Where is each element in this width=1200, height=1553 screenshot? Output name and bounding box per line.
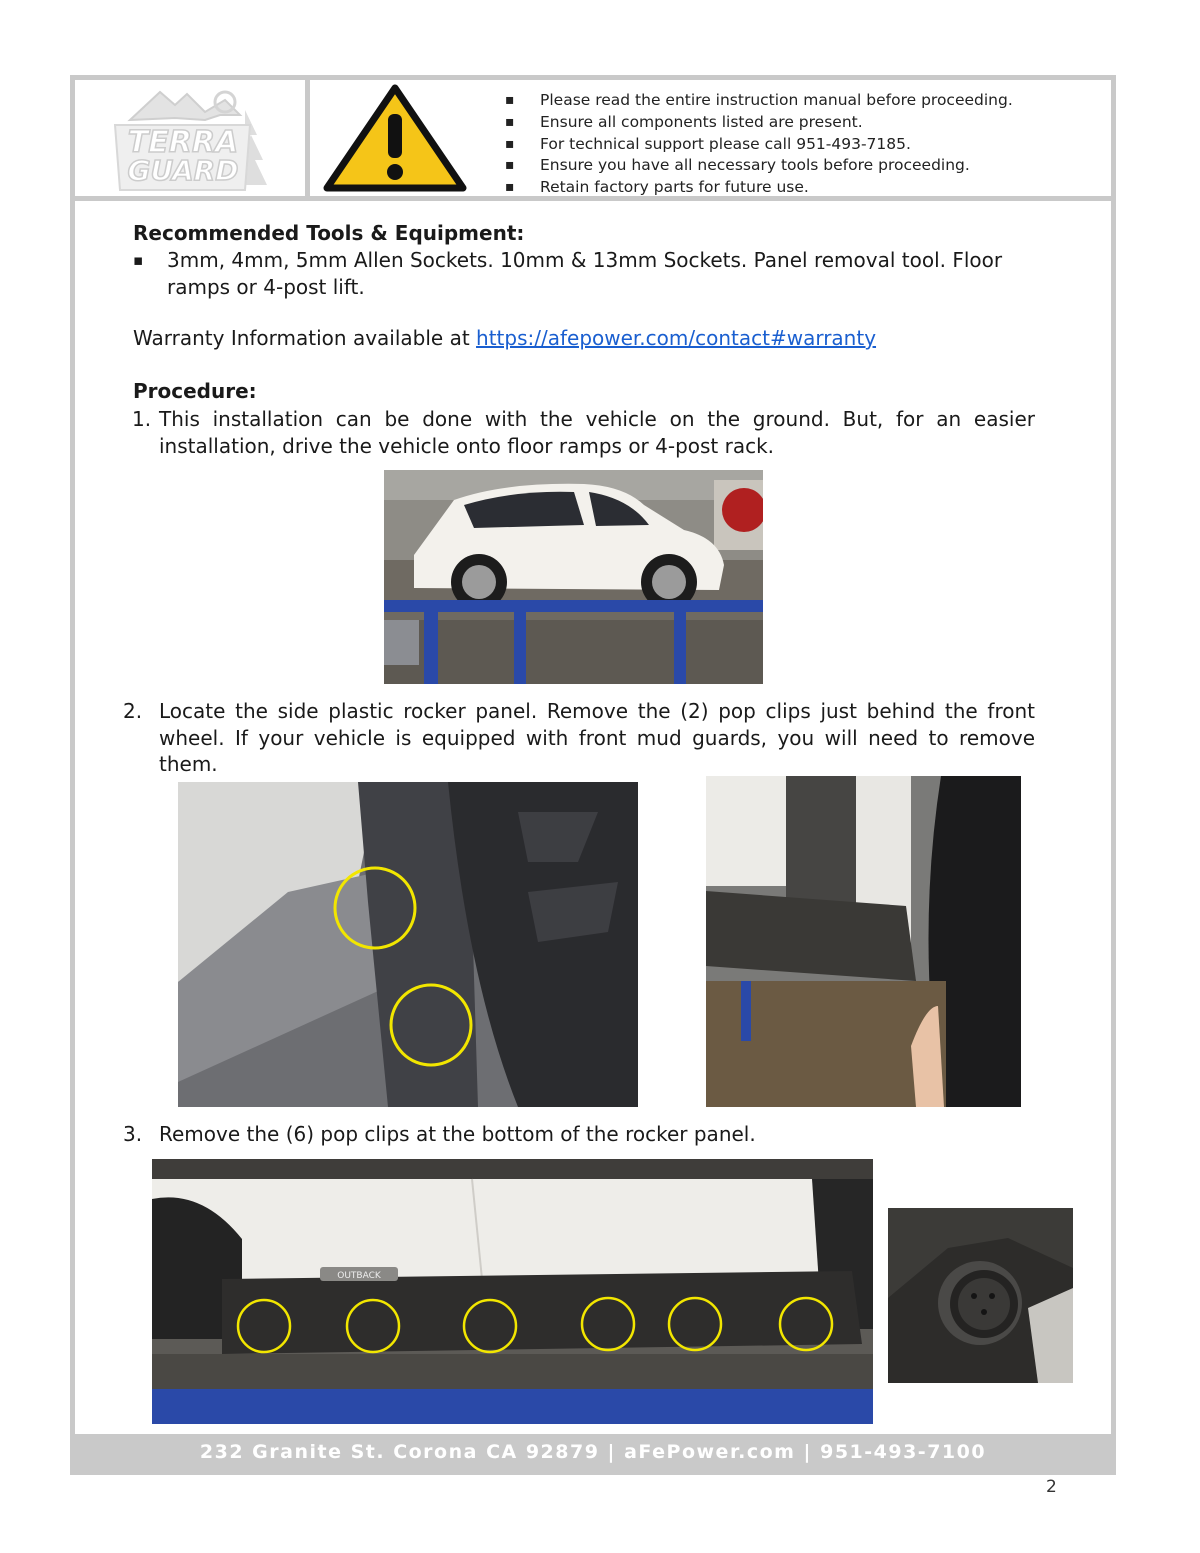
notice-item: ▪ Please read the entire instruction manual before proceeding. [505, 90, 1105, 112]
step-text: This installation can be done with the vehicle on the ground. But, for an easier installation, drive the vehicle onto floor ramps or 4-post rack. [159, 407, 1035, 458]
notice-item: ▪ Ensure you have all necessary tools before proceeding. [505, 155, 1105, 177]
photo-pop-clip-closeup [888, 1208, 1073, 1383]
notice-list [505, 90, 1105, 199]
warning-icon [315, 80, 475, 196]
step-text: Locate the side plastic rocker panel. Remove the (2) pop clips just behind the front wheel. If your vehicle is equipped with front mud guards, you will need to remove them. [159, 699, 1035, 776]
step-number: 2. [123, 699, 143, 723]
logo-text-guard: GUARD [127, 154, 239, 187]
warning-cell [315, 80, 475, 196]
photo-car-on-lift [384, 470, 763, 684]
page-number: 2 [1046, 1477, 1057, 1497]
warranty-link[interactable]: https://afepower.com/contact#warranty [476, 326, 877, 350]
procedure-step-3 [123, 1121, 1035, 1148]
notice-item: ▪ Ensure all components listed are present. [505, 112, 1105, 134]
step-number: 3. [123, 1122, 143, 1146]
notice-item: ▪ For technical support please call 951-493-7185. [505, 134, 1105, 156]
outback-badge-text: OUTBACK [337, 1271, 381, 1281]
header [75, 80, 1111, 201]
logo-text-terra: TERRA [127, 125, 239, 160]
terra-guard-logo [75, 80, 310, 196]
tools-heading: Recommended Tools & Equipment: [133, 221, 525, 245]
footer-bar: 232 Granite St. Corona CA 92879 | aFePower.com | 951-493-7100 [75, 1434, 1111, 1470]
procedure-step-2 [123, 698, 1035, 778]
procedure-heading: Procedure: [133, 379, 257, 403]
step-number: 1. [132, 407, 152, 431]
step-text: Remove the (6) pop clips at the bottom of the rocker panel. [159, 1122, 756, 1146]
warranty-text: Warranty Information available at [133, 326, 477, 350]
warranty-line [133, 325, 1035, 352]
tools-item: ▪ 3mm, 4mm, 5mm Allen Sockets. 10mm & 13mm Sockets. Panel removal tool. Floor ramps or 4-post lift. [133, 247, 1035, 301]
procedure-step-1 [132, 406, 1035, 459]
photo-mud-guard [706, 776, 1021, 1107]
notice-item: ▪ Retain factory parts for future use. [505, 177, 1105, 199]
photo-front-wheel-clips [178, 782, 638, 1107]
logo-cell [75, 80, 310, 196]
content [133, 220, 1035, 405]
photo-rocker-panel-clips [152, 1159, 873, 1424]
